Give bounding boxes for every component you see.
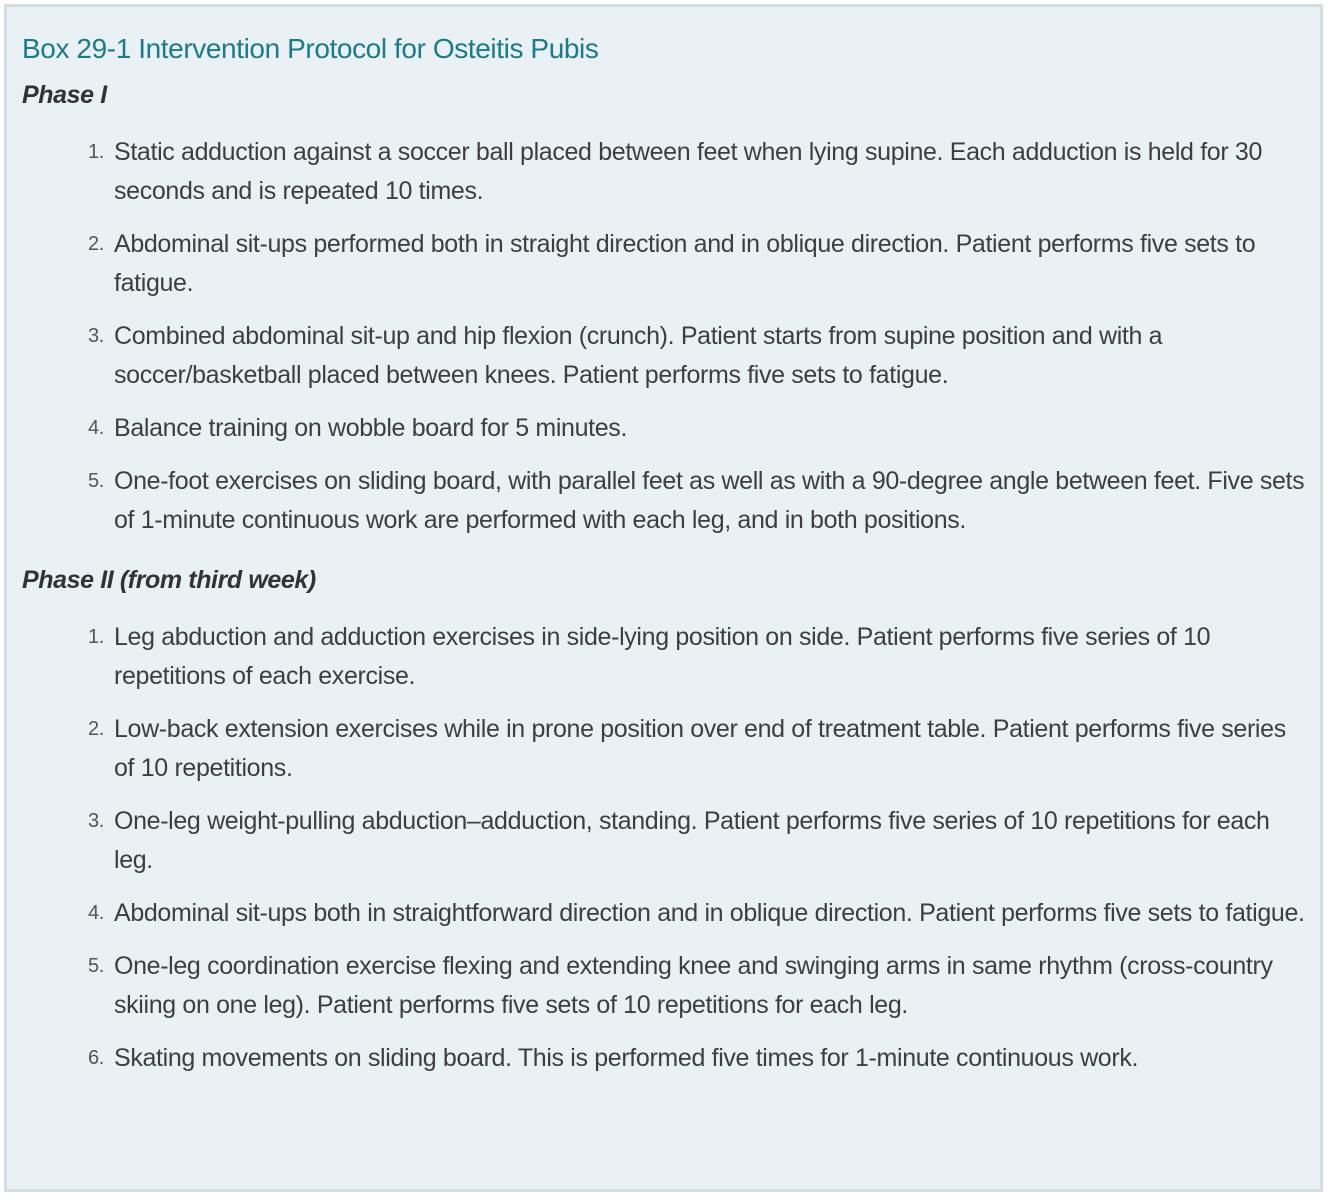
step-number: 2. — [88, 718, 104, 740]
step-text: Combined abdominal sit-up and hip flexion (crunch). Patient starts from supine position and with a soccer/basketball placed between knees. Patient performs five sets to fatigue. — [114, 322, 1163, 389]
step-text: One-leg weight-pulling abduction–adduction, standing. Patient performs five series of 10 repetitions for each leg. — [114, 807, 1270, 874]
step-text: One-foot exercises on sliding board, with parallel feet as well as with a 90-degree angle between feet. Five sets of 1-minute continuous work are performed with each leg, and in both positions. — [114, 467, 1305, 534]
list-item — [22, 618, 1306, 696]
step-text: Balance training on wobble board for 5 minutes. — [114, 414, 628, 442]
list-item — [22, 1039, 1306, 1078]
list-item — [22, 710, 1306, 788]
step-text: Skating movements on sliding board. This is performed five times for 1-minute continuous work. — [114, 1044, 1139, 1072]
list-item — [22, 462, 1306, 540]
step-text: Abdominal sit-ups both in straightforward direction and in oblique direction. Patient performs five sets to fatigue. — [114, 899, 1305, 927]
list-item — [22, 133, 1306, 211]
phase-2-heading: Phase II (from third week) — [22, 566, 316, 594]
step-number: 2. — [88, 233, 104, 255]
step-number: 5. — [88, 470, 104, 492]
step-number: 1. — [88, 141, 104, 163]
step-text: Static adduction against a soccer ball placed between feet when lying supine. Each adduction is held for 30 seconds and is repeated 10 times. — [114, 138, 1263, 205]
step-text: One-leg coordination exercise flexing and extending knee and swinging arms in same rhythm (cross-country skiing on one leg). Patient performs five sets of 10 repetitions for each leg. — [114, 952, 1273, 1019]
box-title: Box 29-1 Intervention Protocol for Osteitis Pubis — [22, 33, 599, 64]
step-number: 4. — [88, 417, 104, 439]
list-item — [22, 317, 1306, 395]
step-number: 5. — [88, 955, 104, 977]
phase-1-steps — [22, 133, 1306, 540]
list-item — [22, 802, 1306, 880]
list-item — [22, 225, 1306, 303]
step-number: 6. — [88, 1047, 104, 1069]
phase-2-steps — [22, 618, 1306, 1078]
list-item — [22, 894, 1306, 933]
step-text: Abdominal sit-ups performed both in straight direction and in oblique direction. Patient performs five sets to fatigue. — [114, 230, 1256, 297]
step-number: 3. — [88, 810, 104, 832]
list-item — [22, 409, 1306, 448]
step-number: 3. — [88, 325, 104, 347]
step-number: 4. — [88, 902, 104, 924]
step-number: 1. — [88, 626, 104, 648]
step-text: Low-back extension exercises while in prone position over end of treatment table. Patient performs five series of 10 repetitions. — [114, 715, 1286, 782]
step-text: Leg abduction and adduction exercises in side-lying position on side. Patient performs five series of 10 repetitions of each exercise. — [114, 623, 1211, 690]
list-item — [22, 947, 1306, 1025]
phase-1-heading: Phase I — [22, 81, 107, 109]
protocol-box — [4, 4, 1323, 1192]
